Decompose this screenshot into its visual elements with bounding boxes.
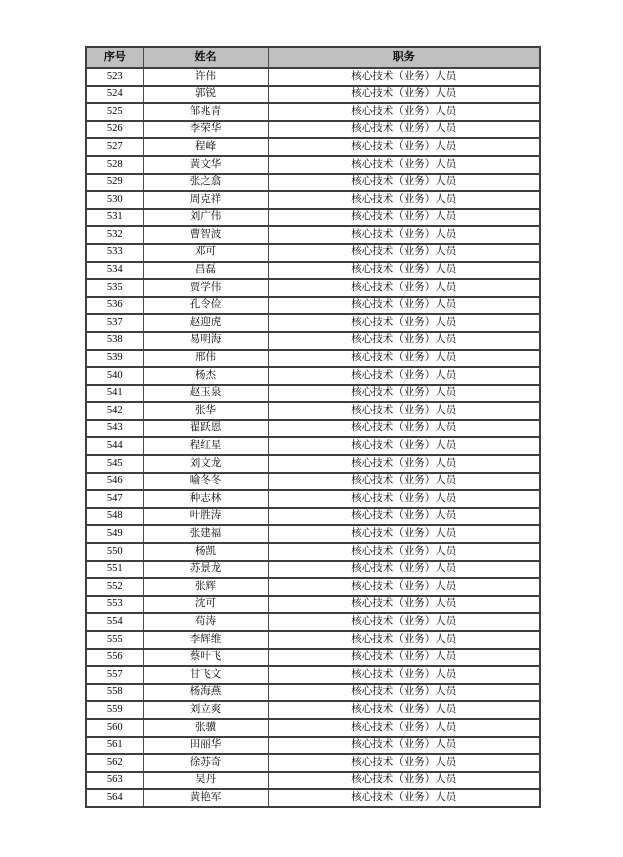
table-row	[86, 666, 540, 684]
position-cell: 核心技术（业务）人员	[268, 385, 540, 403]
name-cell: 黄艳军	[143, 789, 268, 807]
position-cell: 核心技术（业务）人员	[268, 209, 540, 227]
table-row	[86, 737, 540, 755]
serial-number-cell: 530	[86, 191, 143, 209]
serial-number-cell: 540	[86, 367, 143, 385]
table-row	[86, 754, 540, 772]
name-cell: 徐苏奇	[143, 754, 268, 772]
table-row	[86, 138, 540, 156]
serial-number-cell: 537	[86, 314, 143, 332]
name-cell: 邢伟	[143, 350, 268, 368]
position-cell: 核心技术（业务）人员	[268, 420, 540, 438]
position-cell: 核心技术（业务）人员	[268, 297, 540, 315]
position-cell: 核心技术（业务）人员	[268, 649, 540, 667]
position-cell: 核心技术（业务）人员	[268, 156, 540, 174]
position-cell: 核心技术（业务）人员	[268, 68, 540, 86]
position-cell: 核心技术（业务）人员	[268, 490, 540, 508]
position-cell: 核心技术（业务）人员	[268, 350, 540, 368]
table-row	[86, 279, 540, 297]
serial-number-cell: 562	[86, 754, 143, 772]
position-cell: 核心技术（业务）人员	[268, 525, 540, 543]
name-cell: 许伟	[143, 68, 268, 86]
name-cell: 喻冬冬	[143, 473, 268, 491]
table-row	[86, 367, 540, 385]
table-row	[86, 789, 540, 807]
position-cell: 核心技术（业务）人员	[268, 455, 540, 473]
position-cell: 核心技术（业务）人员	[268, 508, 540, 526]
name-cell: 张之翕	[143, 174, 268, 192]
table-row	[86, 420, 540, 438]
position-cell: 核心技术（业务）人员	[268, 666, 540, 684]
serial-number-cell: 560	[86, 719, 143, 737]
table-row	[86, 437, 540, 455]
serial-number-cell: 543	[86, 420, 143, 438]
table-row	[86, 68, 540, 86]
serial-number-cell: 538	[86, 332, 143, 350]
column-header-name: 姓名	[143, 47, 268, 68]
name-cell: 程红星	[143, 437, 268, 455]
table-row	[86, 385, 540, 403]
name-cell: 孔令俭	[143, 297, 268, 315]
name-cell: 刘文龙	[143, 455, 268, 473]
table-body	[86, 68, 540, 807]
name-cell: 杨杰	[143, 367, 268, 385]
serial-number-cell: 557	[86, 666, 143, 684]
name-cell: 黄文华	[143, 156, 268, 174]
name-cell: 张辉	[143, 578, 268, 596]
name-cell: 易明海	[143, 332, 268, 350]
table-row	[86, 332, 540, 350]
serial-number-cell: 524	[86, 86, 143, 104]
position-cell: 核心技术（业务）人员	[268, 561, 540, 579]
table-row	[86, 772, 540, 790]
table-row	[86, 684, 540, 702]
serial-number-cell: 544	[86, 437, 143, 455]
name-cell: 张建福	[143, 525, 268, 543]
name-cell: 杨海燕	[143, 684, 268, 702]
name-cell: 赵迎虎	[143, 314, 268, 332]
serial-number-cell: 532	[86, 226, 143, 244]
serial-number-cell: 525	[86, 103, 143, 121]
name-cell: 刘广伟	[143, 209, 268, 227]
position-cell: 核心技术（业务）人员	[268, 174, 540, 192]
serial-number-cell: 556	[86, 649, 143, 667]
name-cell: 吴丹	[143, 772, 268, 790]
table-row	[86, 613, 540, 631]
serial-number-cell: 546	[86, 473, 143, 491]
table-row	[86, 402, 540, 420]
serial-number-cell: 536	[86, 297, 143, 315]
table-row	[86, 244, 540, 262]
name-cell: 李荣华	[143, 121, 268, 139]
serial-number-cell: 551	[86, 561, 143, 579]
position-cell: 核心技术（业务）人员	[268, 138, 540, 156]
name-cell: 贾学伟	[143, 279, 268, 297]
serial-number-cell: 564	[86, 789, 143, 807]
name-cell: 苏景龙	[143, 561, 268, 579]
serial-number-cell: 563	[86, 772, 143, 790]
position-cell: 核心技术（业务）人员	[268, 789, 540, 807]
position-cell: 核心技术（业务）人员	[268, 613, 540, 631]
serial-number-cell: 527	[86, 138, 143, 156]
table-row	[86, 525, 540, 543]
position-cell: 核心技术（业务）人员	[268, 437, 540, 455]
serial-number-cell: 528	[86, 156, 143, 174]
position-cell: 核心技术（业务）人员	[268, 121, 540, 139]
serial-number-cell: 549	[86, 525, 143, 543]
name-cell: 苟涛	[143, 613, 268, 631]
name-cell: 邹兆青	[143, 103, 268, 121]
table-row	[86, 701, 540, 719]
name-cell: 李辉维	[143, 631, 268, 649]
table-row	[86, 719, 540, 737]
position-cell: 核心技术（业务）人员	[268, 367, 540, 385]
table-row	[86, 350, 540, 368]
name-cell: 杨凯	[143, 543, 268, 561]
position-cell: 核心技术（业务）人员	[268, 684, 540, 702]
table-row	[86, 262, 540, 280]
column-header-position: 职务	[268, 47, 540, 68]
serial-number-cell: 535	[86, 279, 143, 297]
table-row	[86, 314, 540, 332]
name-cell: 翟跃恩	[143, 420, 268, 438]
name-cell: 周克祥	[143, 191, 268, 209]
table-row	[86, 121, 540, 139]
name-cell: 甘飞文	[143, 666, 268, 684]
serial-number-cell: 531	[86, 209, 143, 227]
position-cell: 核心技术（业务）人员	[268, 754, 540, 772]
position-cell: 核心技术（业务）人员	[268, 402, 540, 420]
table-row	[86, 631, 540, 649]
name-cell: 邓可	[143, 244, 268, 262]
position-cell: 核心技术（业务）人员	[268, 279, 540, 297]
name-cell: 蔡叶飞	[143, 649, 268, 667]
position-cell: 核心技术（业务）人员	[268, 737, 540, 755]
table-row	[86, 297, 540, 315]
name-cell: 郭锐	[143, 86, 268, 104]
name-cell: 张华	[143, 402, 268, 420]
position-cell: 核心技术（业务）人员	[268, 719, 540, 737]
serial-number-cell: 559	[86, 701, 143, 719]
position-cell: 核心技术（业务）人员	[268, 103, 540, 121]
table-row	[86, 649, 540, 667]
name-cell: 曹智波	[143, 226, 268, 244]
serial-number-cell: 555	[86, 631, 143, 649]
serial-number-cell: 561	[86, 737, 143, 755]
serial-number-cell: 553	[86, 596, 143, 614]
position-cell: 核心技术（业务）人员	[268, 543, 540, 561]
serial-number-cell: 541	[86, 385, 143, 403]
serial-number-cell: 558	[86, 684, 143, 702]
table-row	[86, 578, 540, 596]
serial-number-cell: 554	[86, 613, 143, 631]
serial-number-cell: 534	[86, 262, 143, 280]
position-cell: 核心技术（业务）人员	[268, 578, 540, 596]
serial-number-cell: 533	[86, 244, 143, 262]
serial-number-cell: 552	[86, 578, 143, 596]
position-cell: 核心技术（业务）人员	[268, 596, 540, 614]
position-cell: 核心技术（业务）人员	[268, 86, 540, 104]
table-row	[86, 156, 540, 174]
position-cell: 核心技术（业务）人员	[268, 772, 540, 790]
table-row	[86, 508, 540, 526]
name-cell: 刘立爽	[143, 701, 268, 719]
table-row	[86, 455, 540, 473]
position-cell: 核心技术（业务）人员	[268, 631, 540, 649]
table-row	[86, 490, 540, 508]
table-row	[86, 103, 540, 121]
position-cell: 核心技术（业务）人员	[268, 244, 540, 262]
name-cell: 程峰	[143, 138, 268, 156]
table-row	[86, 561, 540, 579]
name-cell: 赵玉泉	[143, 385, 268, 403]
name-cell: 张骥	[143, 719, 268, 737]
serial-number-cell: 542	[86, 402, 143, 420]
serial-number-cell: 539	[86, 350, 143, 368]
name-cell: 田丽华	[143, 737, 268, 755]
table-row	[86, 174, 540, 192]
table-row	[86, 226, 540, 244]
table-row	[86, 473, 540, 491]
serial-number-cell: 523	[86, 68, 143, 86]
serial-number-cell: 550	[86, 543, 143, 561]
name-cell: 沈可	[143, 596, 268, 614]
name-cell: 叶胜涛	[143, 508, 268, 526]
table-row	[86, 209, 540, 227]
position-cell: 核心技术（业务）人员	[268, 473, 540, 491]
column-header-serial-number: 序号	[86, 47, 143, 68]
serial-number-cell: 548	[86, 508, 143, 526]
table-row	[86, 191, 540, 209]
serial-number-cell: 529	[86, 174, 143, 192]
position-cell: 核心技术（业务）人员	[268, 191, 540, 209]
serial-number-cell: 547	[86, 490, 143, 508]
name-cell: 种志林	[143, 490, 268, 508]
table-row	[86, 543, 540, 561]
table-header-row	[86, 47, 540, 68]
position-cell: 核心技术（业务）人员	[268, 701, 540, 719]
serial-number-cell: 526	[86, 121, 143, 139]
personnel-table	[85, 46, 541, 808]
table-row	[86, 86, 540, 104]
serial-number-cell: 545	[86, 455, 143, 473]
position-cell: 核心技术（业务）人员	[268, 226, 540, 244]
table-row	[86, 596, 540, 614]
name-cell: 昌磊	[143, 262, 268, 280]
position-cell: 核心技术（业务）人员	[268, 262, 540, 280]
position-cell: 核心技术（业务）人员	[268, 314, 540, 332]
position-cell: 核心技术（业务）人员	[268, 332, 540, 350]
